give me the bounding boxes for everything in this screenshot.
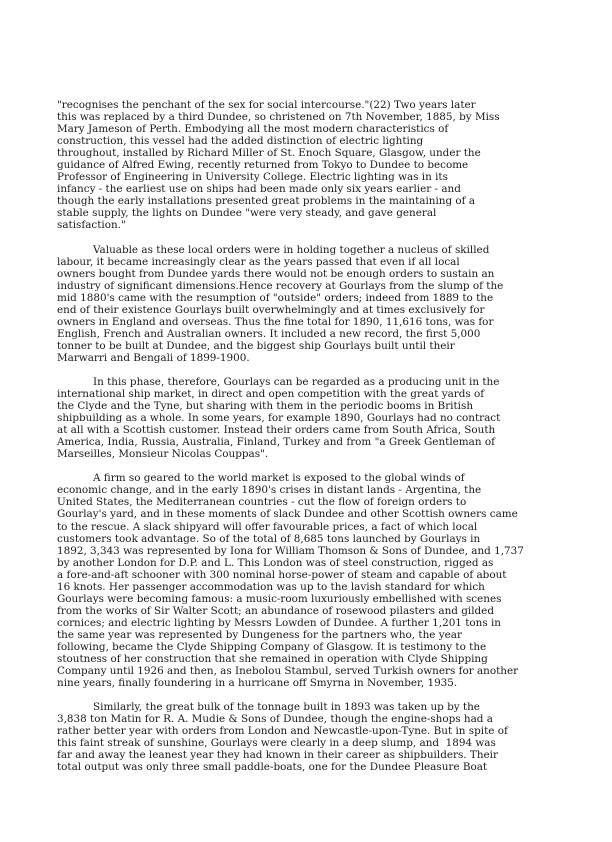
text-line: a fore-and-aft schooner with 300 nominal horse-power of steam and capable of about	[57, 568, 507, 581]
text-line: throughout, installed by Richard Miller of St. Enoch Square, Glasgow, under the	[57, 147, 481, 160]
text-line: mid 1880's came with the resumption of "outside" orders; indeed from 1889 to the	[57, 291, 494, 304]
paragraph	[57, 472, 557, 689]
text-line: the Clyde and the Tyne, but sharing with them in the periodic booms in British	[57, 400, 474, 413]
text-line: United States, the Mediterranean countries - cut the flow of foreign orders to	[57, 496, 467, 509]
text-line: "recognises the penchant of the sex for social intercourse."(22) Two years later	[57, 99, 476, 111]
text-line: total output was only three small paddle-boats, one for the Dundee Pleasure Boat	[57, 761, 488, 774]
text-line: Marwarri and Bengali of 1899-1900.	[57, 351, 250, 364]
text-line: this faint streak of sunshine, Gourlays were clearly in a deep slump, and 1894 was	[57, 737, 496, 750]
text-line: economic change, and in the early 1890's crises in distant lands - Argentina, the	[57, 484, 482, 497]
paragraph	[57, 376, 557, 460]
text-line: stoutness of her construction that she remained in operation with Clyde Shipping	[57, 653, 488, 666]
text-line: customers took advantage. So of the total of 8,685 tons launched by Gourlays in	[57, 532, 481, 545]
text-line: Valuable as these local orders were in holding together a nucleus of skilled	[93, 243, 490, 256]
text-line: America, India, Russia, Australia, Finland, Turkey and from "a Greek Gentleman of	[57, 436, 495, 449]
text-line: In this phase, therefore, Gourlays can be regarded as a producing unit in the	[93, 375, 500, 388]
text-line: labour, it became increasingly clear as the years passed that even if all local	[57, 255, 460, 268]
text-line: far and away the leanest year they had known in their career as shipbuilders. Their	[57, 749, 498, 762]
text-line: 1892, 3,343 was represented by Iona for William Thomson & Sons of Dundee, and 1,737	[57, 544, 524, 557]
text-line: owners in England and overseas. Thus the fine total for 1890, 11,616 tons, was for	[57, 315, 494, 328]
text-line: cornices; and electric lighting by Messrs Lowden of Dundee. A further 1,201 tons in	[57, 616, 501, 629]
text-line: 16 knots. Her passenger accommodation was up to the lavish standard for which	[57, 580, 485, 593]
text-line: Marseilles, Monsieur Nicolas Couppas".	[57, 448, 269, 461]
text-line: Company until 1926 and then, as Inebolou Stambul, served Turkish owners for another	[57, 665, 519, 678]
text-line: guidance of Alfred Ewing, recently returned from Tokyo to Dundee to become	[57, 159, 469, 172]
text-line: from the works of Sir Walter Scott; an abundance of rosewood pilasters and gilded	[57, 604, 494, 617]
paragraph	[57, 244, 557, 364]
text-line: nine years, finally foundering in a hurricane off Smyrna in November, 1935.	[57, 677, 458, 690]
text-line: by another London for D.P. and L. This London was of steel construction, rigged as	[57, 556, 494, 569]
text-line: Mary Jameson of Perth. Embodying all the most modern characteristics of	[57, 123, 449, 136]
text-line: tonner to be built at Dundee, and the biggest ship Gourlays built until their	[57, 339, 455, 352]
text-line: construction, this vessel had the added distinction of electric lighting	[57, 135, 424, 148]
text-line: 3,838 ton Matin for R. A. Mudie & Sons of Dundee, though the engine-shops had a	[57, 713, 493, 726]
text-line: rather better year with orders from London and Newcastle-upon-Tyne. But in spite of	[57, 725, 508, 738]
text-line: to the rescue. A slack shipyard will offer favourable prices, a fact of which local	[57, 520, 478, 533]
text-line: the same year was represented by Dungeness for the partners who, the year	[57, 628, 462, 641]
text-line: satisfaction."	[57, 219, 126, 232]
text-line: though the early installations presented great problems in the maintaining of a	[57, 195, 476, 208]
text-line: English, French and Australian owners. It included a new record, the first 5,000	[57, 327, 481, 340]
body-text	[57, 99, 557, 785]
text-line: Gourlay's yard, and in these moments of slack Dundee and other Scottish owners came	[57, 508, 518, 521]
paragraph	[57, 701, 557, 773]
text-line: shipbuilding as a whole. In some years, for example 1890, Gourlays had no contract	[57, 412, 501, 425]
text-line: A firm so geared to the world market is exposed to the global winds of	[93, 472, 465, 485]
text-line: following, became the Clyde Shipping Company of Glasgow. It is testimony to the	[57, 640, 487, 653]
text-line: this was replaced by a third Dundee, so christened on 7th November, 1885, by Miss	[57, 111, 500, 124]
text-line: owners bought from Dundee yards there would not be enough orders to sustain an	[57, 267, 495, 280]
text-line: industry of significant dimensions.Hence recovery at Gourlays from the slump of the	[57, 279, 504, 292]
text-line: Professor of Engineering in University College. Electric lighting was in its	[57, 171, 448, 184]
text-line: stable supply, the lights on Dundee "were very steady, and gave general	[57, 207, 437, 220]
text-line: international ship market, in direct and open competition with the great yards of	[57, 388, 485, 401]
text-line: at all with a Scottish customer. Instead their orders came from South Africa, South	[57, 424, 496, 437]
paragraph	[57, 99, 557, 232]
text-line: Similarly, the great bulk of the tonnage built in 1893 was taken up by the	[93, 701, 480, 714]
text-line: end of their existence Gourlays built overwhelmingly and at times exclusively for	[57, 303, 485, 316]
text-line: Gourlays were becoming famous: a music-room luxuriously embellished with scenes	[57, 592, 502, 605]
text-line: infancy - the earliest use on ships had been made only six years earlier - and	[57, 183, 461, 196]
